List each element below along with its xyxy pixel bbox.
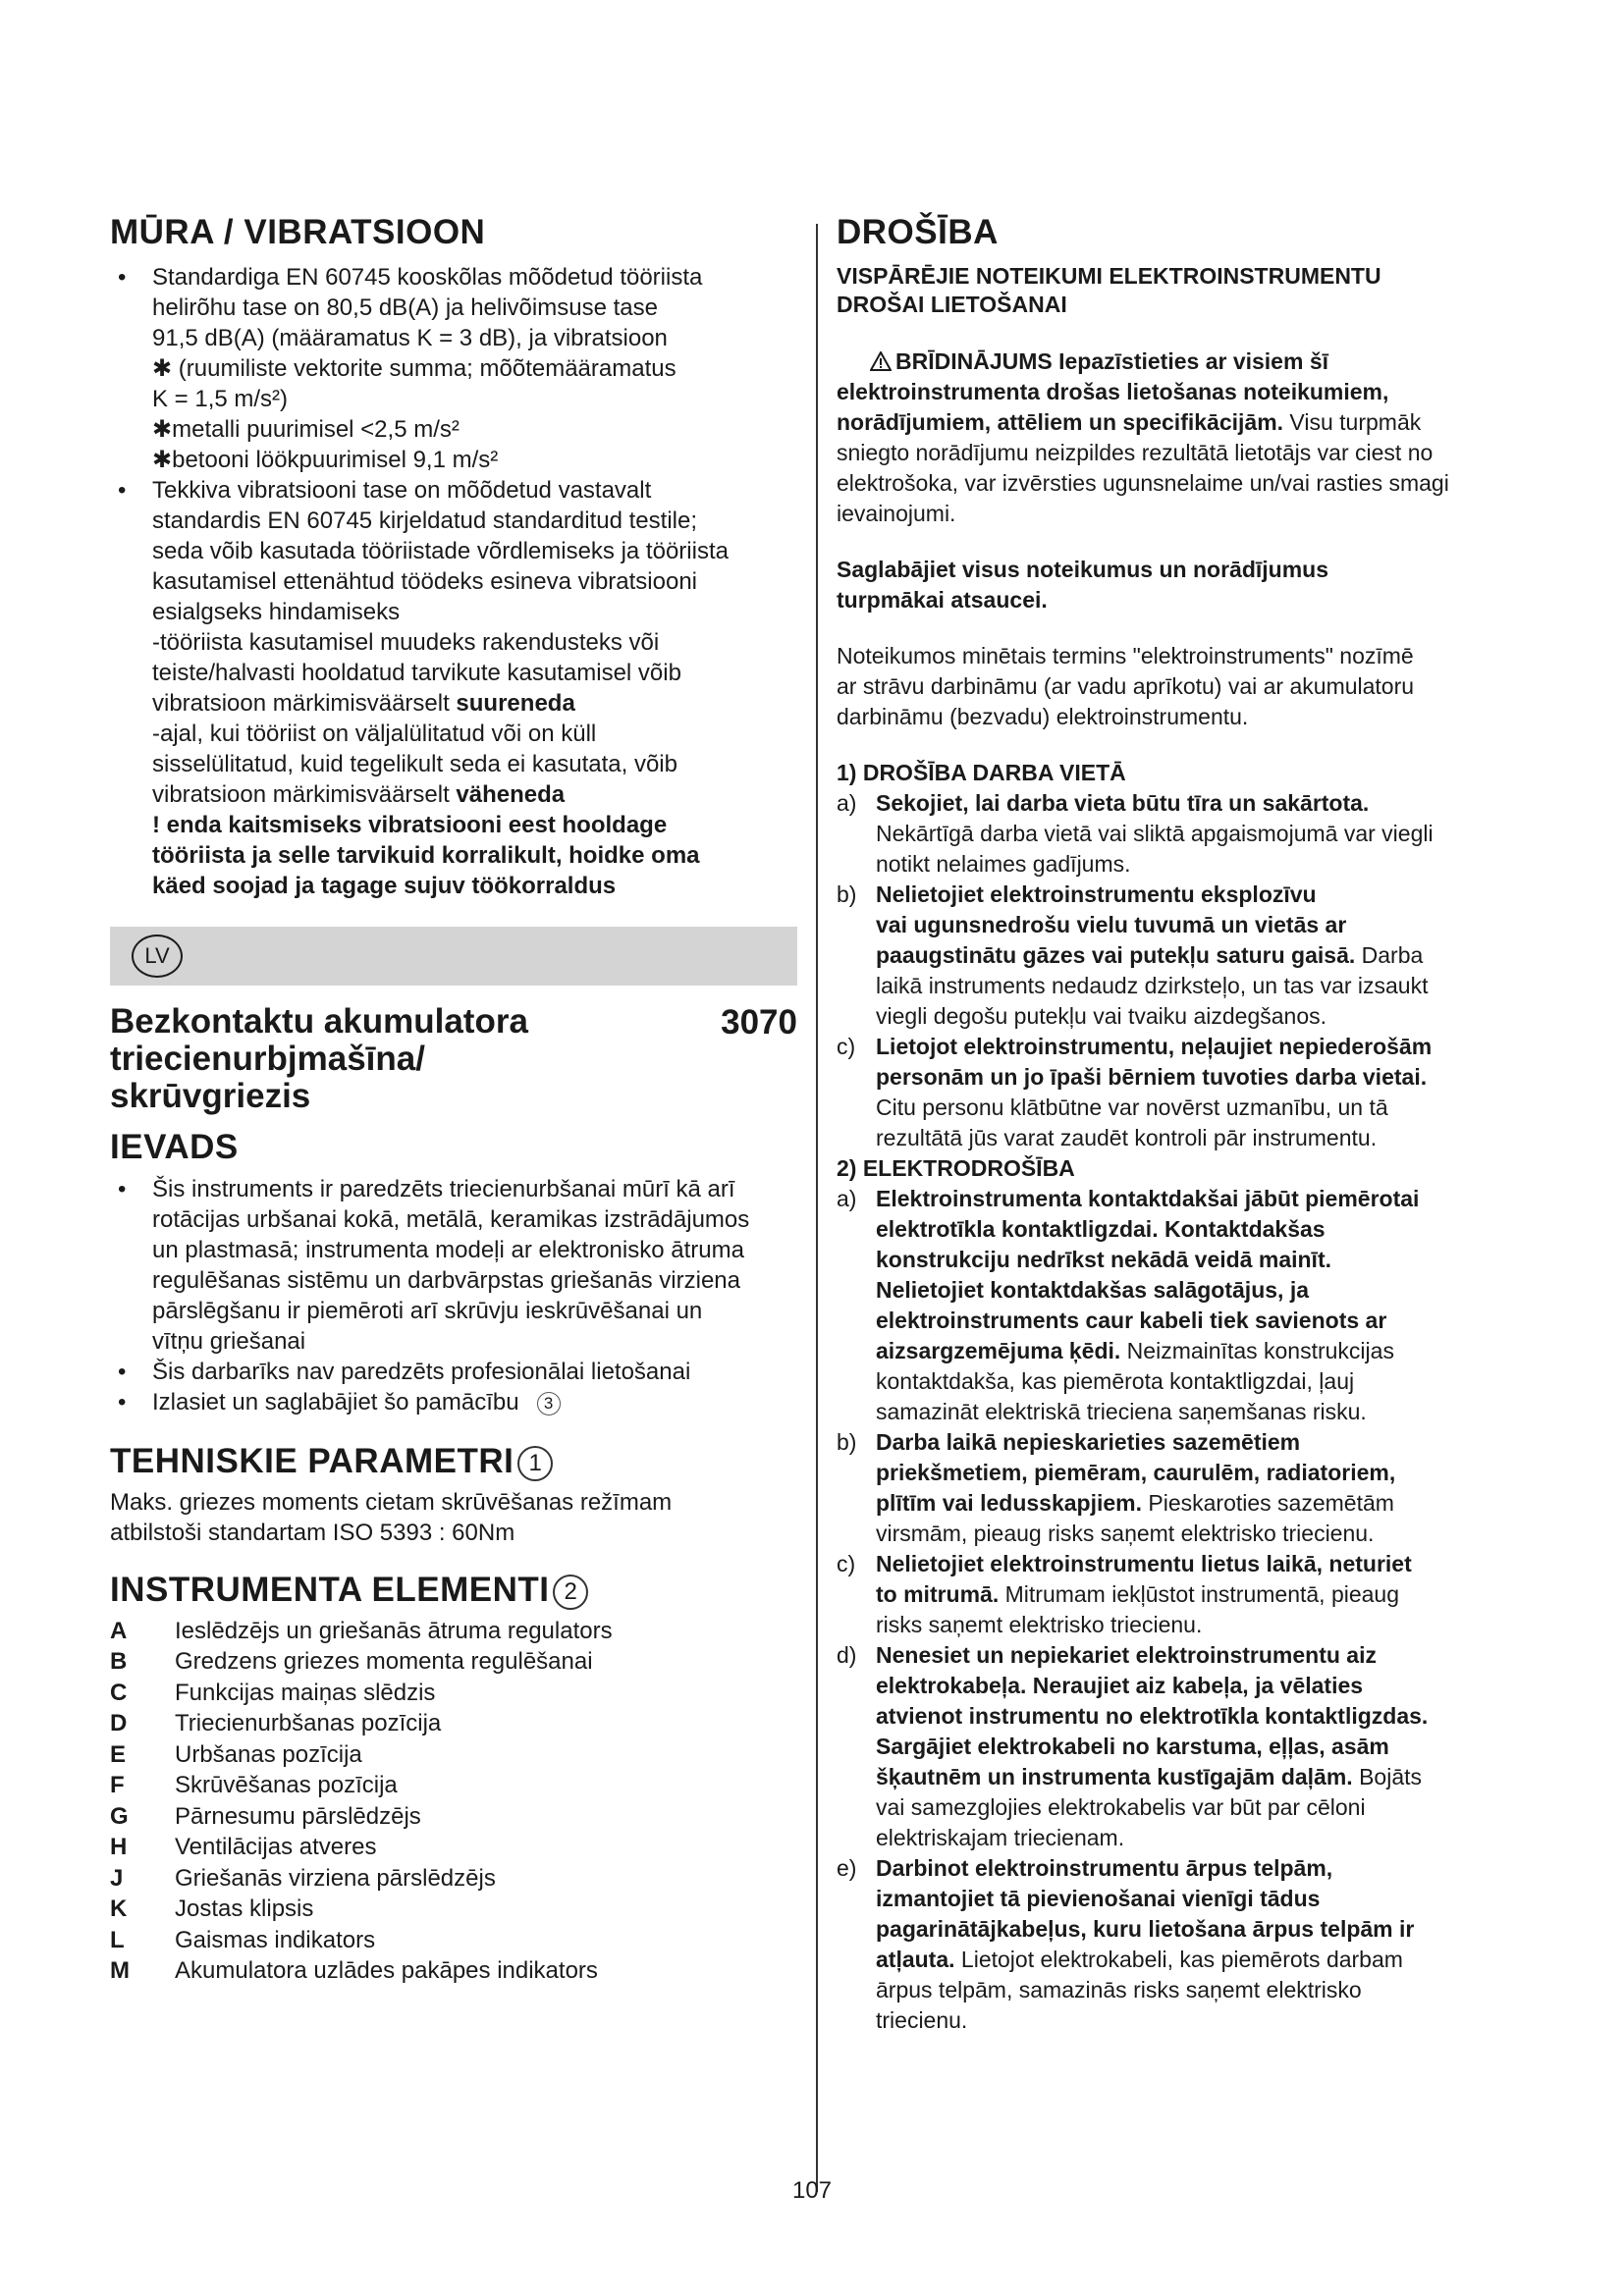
figure-ref-3: 3 bbox=[537, 1392, 561, 1415]
element-text: Pārnesumu pārslēdzējs bbox=[175, 1802, 421, 1830]
text-line: esialgseks hindamiseks bbox=[152, 598, 401, 625]
text-fragment: BRĪDINĀJUMS Iepazīstieties ar visiem šī bbox=[895, 347, 1328, 374]
noise-bullet-1 bbox=[110, 262, 797, 475]
text-line bbox=[152, 445, 797, 475]
text-line: risks saņemt elektrisko triecienu. bbox=[876, 1611, 1203, 1637]
item-2e bbox=[837, 1853, 1534, 2036]
text-line: seda võib kasutada tööriistade võrdlemiseks ja tööriista bbox=[152, 537, 729, 564]
element-text: Skrūvēšanas pozīcija bbox=[175, 1772, 398, 1798]
noise-heading: MŪRA / VIBRATSIOON bbox=[110, 213, 486, 251]
text-line: kasutamisel ettenähtud töödeks esineva vibratsiooni bbox=[152, 567, 697, 595]
text-line bbox=[876, 1762, 1534, 1792]
text-line: virsmām, pieaug risks saņemt elektrisko triecienu. bbox=[876, 1520, 1375, 1546]
safety-heading: DROŠĪBA bbox=[837, 213, 999, 251]
text-line: • Standardiga EN 60745 kooskõlas mõõdetud tööriista bbox=[152, 263, 703, 291]
text-fragment: Izlasiet un saglabājiet šo pamācību bbox=[152, 1389, 519, 1415]
text-line: elektroinstrumenta drošas lietošanas noteikumiem, bbox=[837, 378, 1389, 404]
intro-bullet-3 bbox=[110, 1387, 797, 1417]
element-row bbox=[110, 1739, 613, 1771]
text-line: Noteikumos minētais termins "elektroinstruments" nozīmē bbox=[837, 642, 1414, 668]
text-line: • Tekkiva vibratsiooni tase on mõõdetud vastavalt bbox=[152, 476, 652, 504]
text-line: -tööriista kasutamisel muudeks rakendusteks või bbox=[152, 628, 660, 656]
text-line: sniegto norādījumu neizpildes rezultātā lietotājs var ciest no bbox=[837, 439, 1434, 465]
keep-block bbox=[837, 555, 1534, 615]
text-fragment: väheneda bbox=[456, 780, 566, 808]
item-2a bbox=[837, 1184, 1534, 1427]
item-label: b) bbox=[837, 1428, 857, 1455]
text-line: helirõhu tase on 80,5 dB(A) ja helivõimsuse tase bbox=[152, 294, 658, 321]
element-row bbox=[110, 1616, 613, 1647]
text-line bbox=[876, 1488, 1534, 1519]
element-text: Akumulatora uzlādes pakāpes indikators bbox=[175, 1957, 598, 1984]
text-line bbox=[837, 347, 1534, 377]
element-row bbox=[110, 1678, 613, 1709]
text-line: Elektroinstrumenta kontaktdakšai jābūt piemērotai bbox=[876, 1185, 1420, 1211]
heading-text: TEHNISKIE PARAMETRI bbox=[110, 1442, 514, 1480]
text-fragment: norādījumiem, attēliem un specifikācijām. bbox=[837, 408, 1284, 435]
element-row bbox=[110, 1863, 613, 1895]
product-title bbox=[110, 1003, 660, 1115]
item-label: e) bbox=[837, 1854, 857, 1881]
text-fragment: plītīm vai ledusskapjiem. bbox=[876, 1489, 1142, 1516]
text-line: Lietojot elektroinstrumentu, neļaujiet nepiederošām bbox=[876, 1033, 1433, 1059]
intro-heading: IEVADS bbox=[110, 1127, 239, 1166]
element-text: Gredzens griezes momenta regulēšanai bbox=[175, 1648, 593, 1675]
text-line: notikt nelaimes gadījums. bbox=[876, 850, 1131, 877]
text-line: käed soojad ja tagage sujuv töökorraldus bbox=[152, 872, 617, 899]
text-line: Citu personu klātbūtne var novērst uzmanību, un tā bbox=[876, 1094, 1388, 1120]
text-fragment: vibratsioon märkimisväärselt bbox=[152, 689, 457, 717]
text-line bbox=[876, 1336, 1534, 1366]
text-line: vītņu griešanai bbox=[152, 1328, 306, 1355]
text-line: tööriista ja selle tarvikuid korralikult, hoidke oma bbox=[152, 841, 700, 869]
title-line: triecienurbjmašīna/ bbox=[110, 1039, 425, 1078]
element-row bbox=[110, 1646, 613, 1678]
intro-bullet-1 bbox=[110, 1174, 797, 1357]
element-key: D bbox=[110, 1710, 128, 1736]
text-fragment: Visu turpmāk bbox=[1283, 408, 1422, 435]
elements-table bbox=[110, 1616, 613, 1987]
text-line: standardis EN 60745 kirjeldatud standarditud testile; bbox=[152, 507, 697, 534]
element-text: Funkcijas maiņas slēdzis bbox=[175, 1679, 436, 1706]
product-title-row bbox=[110, 1003, 797, 1115]
text-line: elektrokabeļa. Neraujiet aiz kabeļa, ja vēlaties bbox=[876, 1672, 1364, 1698]
text-line: kontaktdakša, kas piemērota kontaktligzdai, ļauj bbox=[876, 1367, 1355, 1394]
element-row bbox=[110, 1801, 613, 1833]
text-line bbox=[837, 407, 1534, 438]
model-number: 3070 bbox=[721, 1002, 797, 1041]
text-line: un plastmasā; instrumenta modeļi ar elektronisko ātruma bbox=[152, 1237, 744, 1263]
element-key: A bbox=[110, 1617, 128, 1644]
heading-text: INSTRUMENTA ELEMENTI bbox=[110, 1570, 550, 1609]
text-line: laikā instruments nedaudz dzirksteļo, un tas var izsaukt bbox=[876, 972, 1429, 998]
item-2c bbox=[837, 1549, 1534, 1640]
element-text: Urbšanas pozīcija bbox=[175, 1740, 362, 1768]
star-icon: ✱ bbox=[152, 354, 173, 382]
text-fragment: to mitrumā. bbox=[876, 1580, 1000, 1607]
text-line: atvienot instrumentu no elektrotīkla kontaktligzdas. bbox=[876, 1702, 1429, 1729]
intro-list bbox=[110, 1174, 797, 1417]
element-key: B bbox=[110, 1648, 128, 1675]
item-2b bbox=[837, 1427, 1534, 1549]
text-line: Nelietojiet elektroinstrumentu lietus laikā, neturiet bbox=[876, 1550, 1412, 1576]
item-1a bbox=[837, 788, 1534, 880]
text-line: -ajal, kui tööriist on väljalülitatud või on küll bbox=[152, 720, 597, 747]
figure-ref-1: 1 bbox=[517, 1446, 553, 1481]
text-fragment: (ruumiliste vektorite summa; mõõtemääramatus bbox=[172, 354, 677, 382]
text-line: konstrukciju nedrīkst nekādā veidā mainīt. bbox=[876, 1246, 1331, 1272]
text-line: ievainojumi. bbox=[837, 500, 956, 526]
star-icon: ✱ bbox=[152, 446, 173, 473]
tech-heading bbox=[110, 1443, 797, 1481]
text-line: elektroinstruments caur kabeli tiek savienots ar bbox=[876, 1307, 1387, 1333]
text-line: Darba laikā nepieskarieties sazemētiem bbox=[876, 1428, 1301, 1455]
tech-line: atbilstoši standartam ISO 5393 : 60Nm bbox=[110, 1519, 515, 1546]
text-line: Sekojiet, lai darba vieta būtu tīra un sakārtota. bbox=[876, 789, 1370, 816]
tech-line: Maks. griezes moments cietam skrūvēšanas režīmam bbox=[110, 1488, 673, 1516]
text-fragment: suureneda bbox=[456, 689, 575, 717]
text-line bbox=[152, 414, 797, 445]
text-line: Saglabājiet visus noteikumus un norādījumus bbox=[837, 556, 1328, 582]
text-fragment: Neizmainītas konstrukcijas bbox=[1120, 1337, 1394, 1363]
elements-heading bbox=[110, 1572, 797, 1610]
text-fragment: vibratsioon märkimisväärselt bbox=[152, 780, 457, 808]
text-line: regulēšanas sistēmu un darbvārpstas griešanās virziena bbox=[152, 1267, 740, 1294]
language-badge: LV bbox=[132, 934, 183, 978]
text-line bbox=[152, 688, 797, 719]
text-fragment: aizsargzemējuma ķēdi. bbox=[876, 1337, 1121, 1363]
element-text: Gaismas indikators bbox=[175, 1926, 376, 1953]
element-text: Jostas klipsis bbox=[175, 1896, 314, 1922]
subheading-line: VISPĀRĒJIE NOTEIKUMI ELEKTROINSTRUMENTU bbox=[837, 262, 1381, 289]
element-key: E bbox=[110, 1740, 127, 1768]
text-line: darbināmu (bezvadu) elektroinstrumentu. bbox=[837, 703, 1249, 729]
element-row bbox=[110, 1955, 613, 1987]
text-fragment: atļauta. bbox=[876, 1946, 955, 1972]
text-line: sisselülitatud, kuid tegelikult seda ei kasutata, võib bbox=[152, 750, 677, 777]
item-2d bbox=[837, 1640, 1534, 1853]
item-label: c) bbox=[837, 1550, 856, 1576]
text-line: elektriskajam triecienam. bbox=[876, 1824, 1125, 1850]
text-line: 91,5 dB(A) (määramatus K = 3 dB), ja vibratsioon bbox=[152, 324, 668, 351]
text-line: personām un jo īpaši bērniem tuvoties darba vietai. bbox=[876, 1063, 1428, 1090]
element-text: Ieslēdzējs un griešanās ātruma regulators bbox=[175, 1617, 613, 1644]
element-key: L bbox=[110, 1926, 125, 1953]
element-key: K bbox=[110, 1896, 128, 1922]
text-line: teiste/halvasti hooldatud tarvikute kasutamisel võib bbox=[152, 659, 681, 686]
text-line: Nekārtīgā darba vietā vai sliktā apgaismojumā var viegli bbox=[876, 820, 1434, 846]
text-line bbox=[876, 1579, 1534, 1610]
text-line: elektrošoka, var izvērsties ugunsnelaime un/vai rasties smagi bbox=[837, 469, 1449, 496]
text-line: vai samezglojies elektrokabelis var būt par cēloni bbox=[876, 1793, 1366, 1820]
text-fragment: Mitrumam iekļūstot instrumentā, pieaug bbox=[999, 1580, 1400, 1607]
text-fragment: Lietojot elektrokabeli, kas piemērots darbam bbox=[954, 1946, 1403, 1972]
text-line: elektrotīkla kontaktligzdai. Kontaktdakšas bbox=[876, 1215, 1326, 1242]
text-line: turpmākai atsaucei. bbox=[837, 586, 1048, 613]
item-1c bbox=[837, 1032, 1534, 1153]
text-fragment: šķautnēm un instrumenta kustīgajām daļām. bbox=[876, 1763, 1353, 1789]
right-column bbox=[837, 214, 1534, 2036]
text-fragment: Darba bbox=[1355, 941, 1424, 968]
text-line: izmantojiet tā pievienošanai vienīgi tādus bbox=[876, 1885, 1321, 1911]
item-label: c) bbox=[837, 1033, 856, 1059]
text-line: viegli degošu putekļu vai tvaiku aizdegšanos. bbox=[876, 1002, 1327, 1029]
left-column bbox=[110, 214, 797, 1987]
element-key: F bbox=[110, 1772, 125, 1798]
text-line: rezultātā jūs varat zaudēt kontroli pār instrumentu. bbox=[876, 1124, 1378, 1150]
text-line: Nelietojiet elektroinstrumentu eksplozīvu bbox=[876, 881, 1317, 907]
element-key: C bbox=[110, 1679, 128, 1706]
text-line: vai ugunsnedrošu vielu tuvumā un vietās ar bbox=[876, 911, 1347, 937]
text-fragment: metalli puurimisel <2,5 m/s² bbox=[172, 415, 460, 443]
text-line bbox=[876, 940, 1534, 971]
section-1-heading: 1) DROŠĪBA DARBA VIETĀ bbox=[837, 759, 1126, 785]
text-line: samazināt elektriskā trieciena saņemšanas risku. bbox=[876, 1398, 1367, 1424]
star-icon: ✱ bbox=[152, 415, 173, 443]
element-text: Ventilācijas atveres bbox=[175, 1834, 377, 1860]
text-fragment: Pieskaroties sazemētām bbox=[1142, 1489, 1394, 1516]
language-band bbox=[110, 927, 797, 986]
text-line: Sargājiet elektrokabeli no karstuma, eļļas, asām bbox=[876, 1733, 1389, 1759]
page-number: 107 bbox=[791, 2177, 833, 2204]
intro-bullet-2: • Šis darbarīks nav paredzēts profesionālai lietošanai bbox=[110, 1357, 797, 1387]
text-line bbox=[876, 1945, 1534, 1975]
warning-block bbox=[837, 347, 1534, 529]
text-line bbox=[152, 779, 797, 810]
title-line: Bezkontaktu akumulatora bbox=[110, 1001, 528, 1041]
item-label: a) bbox=[837, 789, 857, 816]
element-text: Triecienurbšanas pozīcija bbox=[175, 1710, 442, 1736]
term-block bbox=[837, 641, 1534, 732]
text-line: triecienu. bbox=[876, 2006, 968, 2033]
text-line: ! enda kaitsmiseks vibratsiooni eest hooldage bbox=[152, 811, 668, 838]
text-line: pārslēgšanu ir piemēroti arī skrūvju ieskrūvēšanai un bbox=[152, 1298, 703, 1324]
text-line: Nenesiet un nepiekariet elektroinstrumentu aiz bbox=[876, 1641, 1377, 1668]
element-row bbox=[110, 1708, 613, 1739]
item-label: b) bbox=[837, 881, 857, 907]
noise-bullet-2 bbox=[110, 475, 797, 901]
text-line: pagarinātājkabeļus, kuru lietošana ārpus telpām ir bbox=[876, 1915, 1415, 1942]
element-row bbox=[110, 1832, 613, 1863]
item-label: d) bbox=[837, 1641, 857, 1668]
item-1b bbox=[837, 880, 1534, 1032]
text-line: priekšmetiem, piemēram, caurulēm, radiatoriem, bbox=[876, 1459, 1396, 1485]
text-line: rotācijas urbšanai kokā, metālā, keramikas izstrādājumos bbox=[152, 1206, 750, 1233]
text-line bbox=[152, 353, 797, 384]
element-row bbox=[110, 1770, 613, 1801]
warning-triangle-icon bbox=[870, 351, 892, 371]
text-line: Darbinot elektroinstrumentu ārpus telpām, bbox=[876, 1854, 1333, 1881]
element-row bbox=[110, 1894, 613, 1925]
text-line: Nelietojiet kontaktdakšas salāgotājus, ja bbox=[876, 1276, 1309, 1303]
title-line: skrūvgriezis bbox=[110, 1076, 311, 1115]
section-2-heading: 2) ELEKTRODROŠĪBA bbox=[837, 1154, 1075, 1181]
text-line: ārpus telpām, samazinās risks saņemt elektrisko bbox=[876, 1976, 1362, 2002]
figure-ref-2: 2 bbox=[553, 1575, 588, 1610]
column-divider bbox=[816, 224, 818, 2192]
element-key: M bbox=[110, 1957, 130, 1984]
element-key: H bbox=[110, 1834, 128, 1860]
text-line: ar strāvu darbināmu (ar vadu aprīkotu) vai ar akumulatoru bbox=[837, 672, 1415, 699]
subheading-line: DROŠAI LIETOŠANAI bbox=[837, 291, 1067, 317]
item-label: a) bbox=[837, 1185, 857, 1211]
text-fragment: Bojāts bbox=[1352, 1763, 1423, 1789]
noise-list bbox=[110, 262, 797, 901]
element-text: Griešanās virziena pārslēdzējs bbox=[175, 1864, 496, 1892]
text-line: K = 1,5 m/s²) bbox=[152, 385, 289, 412]
text-line: • Šis instruments ir paredzēts triecienurbšanai mūrī kā arī bbox=[152, 1176, 735, 1202]
text-fragment: betooni löökpuurimisel 9,1 m/s² bbox=[172, 446, 499, 473]
element-key: G bbox=[110, 1802, 129, 1830]
element-row bbox=[110, 1925, 613, 1956]
text-fragment: paaugstinātu gāzes vai putekļu saturu gaisā. bbox=[876, 941, 1356, 968]
element-key: J bbox=[110, 1864, 124, 1892]
